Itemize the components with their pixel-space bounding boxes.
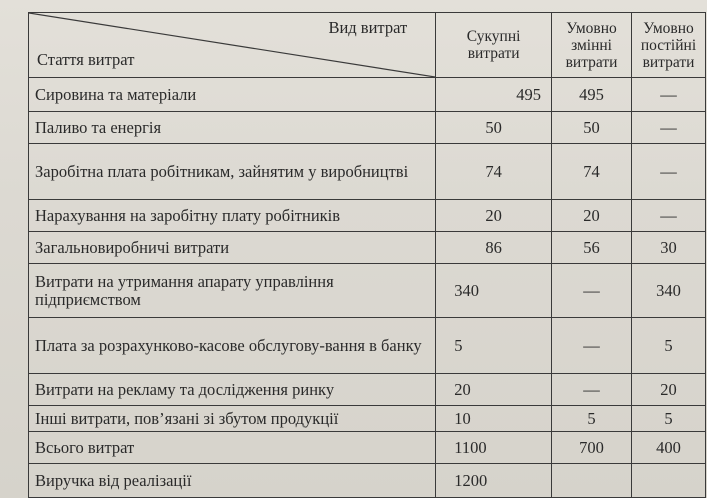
row-label: Паливо та енергія [29, 112, 436, 144]
cell-fixed: — [632, 144, 706, 200]
row-label: Плата за розрахунково-касове обслугову-вання в банку [29, 318, 436, 374]
cell-variable: 74 [552, 144, 632, 200]
cell-fixed: 5 [632, 318, 706, 374]
table-row [29, 112, 706, 144]
row-label: Заробітна плата робітникам, зайнятим у виробництві [29, 144, 436, 200]
cell-fixed: 20 [632, 374, 706, 406]
cell-fixed: 30 [632, 232, 706, 264]
cell-total: 1200 [436, 464, 552, 498]
row-label: Сировина та матеріали [29, 78, 436, 112]
row-label: Інші витрати, пов’язані зі збутом продукції [29, 406, 436, 432]
table-row [29, 432, 706, 464]
row-label: Виручка від реалізації [29, 464, 436, 498]
cell-fixed [632, 464, 706, 498]
corner-top-label: Вид витрат [328, 18, 408, 37]
table-row [29, 78, 706, 112]
cell-total: 340 [436, 264, 552, 318]
cell-variable: 495 [552, 78, 632, 112]
table-row [29, 232, 706, 264]
table-row [29, 406, 706, 432]
table-row [29, 144, 706, 200]
cell-fixed: 340 [632, 264, 706, 318]
row-label: Витрати на рекламу та дослідження ринку [29, 374, 436, 406]
table-row [29, 200, 706, 232]
header-total: Сукупні витрати [436, 13, 552, 78]
table-row [29, 374, 706, 406]
corner-bottom-label: Стаття витрат [37, 50, 135, 69]
cell-total: 50 [436, 112, 552, 144]
cell-fixed: — [632, 112, 706, 144]
cell-variable: 5 [552, 406, 632, 432]
table-row [29, 464, 706, 498]
row-label: Всього витрат [29, 432, 436, 464]
cell-fixed: 5 [632, 406, 706, 432]
cell-variable: — [552, 318, 632, 374]
table-header-row [29, 13, 706, 78]
cell-total: 20 [436, 374, 552, 406]
cell-total: 74 [436, 144, 552, 200]
cell-variable: 20 [552, 200, 632, 232]
cell-variable: 56 [552, 232, 632, 264]
cell-total: 20 [436, 200, 552, 232]
cell-total: 86 [436, 232, 552, 264]
cell-variable: — [552, 264, 632, 318]
row-label: Нарахування на заробітну плату робітників [29, 200, 436, 232]
cell-total: 1100 [436, 432, 552, 464]
cell-total: 5 [436, 318, 552, 374]
cost-table [28, 12, 706, 498]
cell-total: 495 [436, 78, 552, 112]
corner-diagonal-cell [29, 13, 436, 78]
cell-fixed: — [632, 78, 706, 112]
table-row [29, 318, 706, 374]
row-label: Витрати на утримання апарату управління підприємством [29, 264, 436, 318]
cell-variable: — [552, 374, 632, 406]
header-variable: Умовно змінні витрати [552, 13, 632, 78]
cell-fixed: 400 [632, 432, 706, 464]
header-fixed: Умовно постійні витрати [632, 13, 706, 78]
row-label: Загальновиробничі витрати [29, 232, 436, 264]
cell-fixed: — [632, 200, 706, 232]
cell-total: 10 [436, 406, 552, 432]
cell-variable: 50 [552, 112, 632, 144]
table-row [29, 264, 706, 318]
cell-variable [552, 464, 632, 498]
cell-variable: 700 [552, 432, 632, 464]
